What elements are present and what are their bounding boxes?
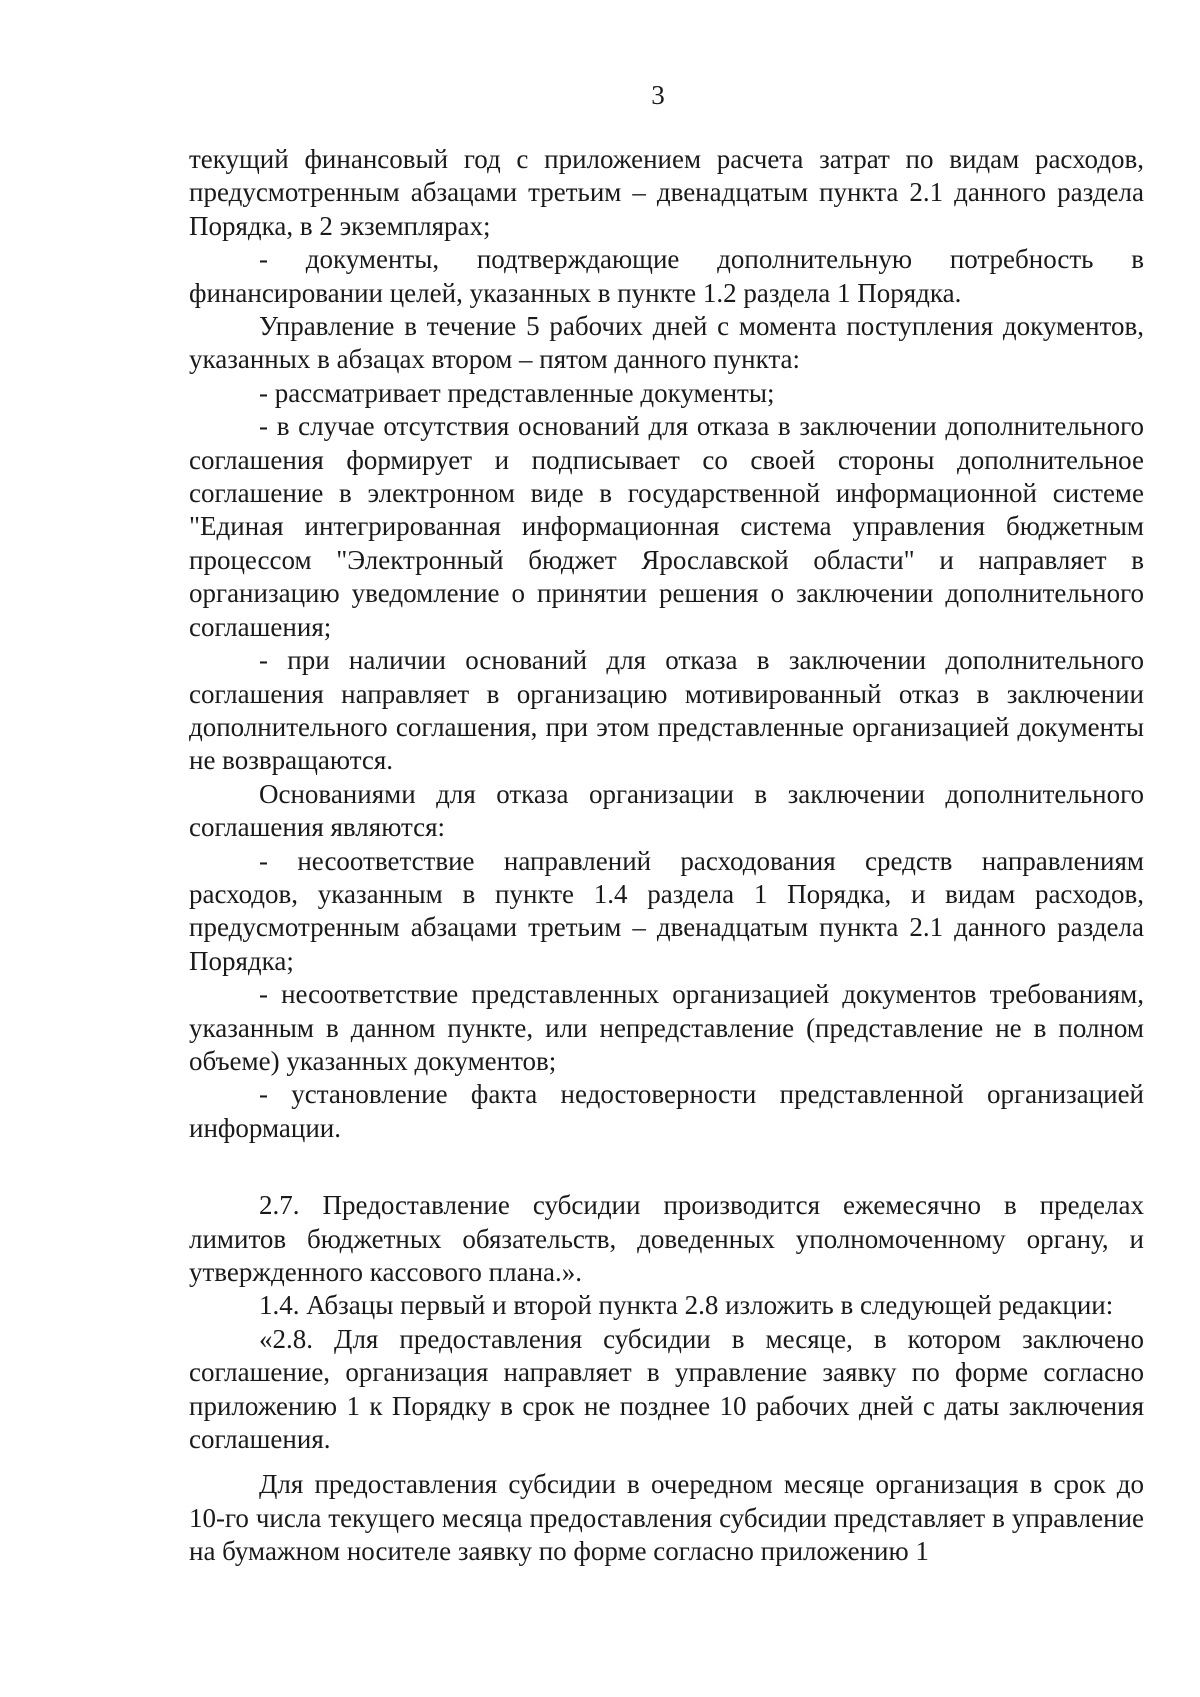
paragraph: - несоответствие представленных организацией документов требованиям, указанным в данном пункте, или непредставление (представление не в полном объеме) указанных документов; <box>189 979 1144 1076</box>
paragraph: Управление в течение 5 рабочих дней с момента поступления документов, указанных в абзацах втором – пятом данного пункта: <box>189 311 1144 375</box>
paragraph: - установление факта недостоверности представленной организацией информации. <box>189 1079 1144 1143</box>
paragraph: 1.4. Абзацы первый и второй пункта 2.8 изложить в следующей редакции: <box>259 1290 1114 1321</box>
paragraph: «2.8. Для предоставления субсидии в месяце, в котором заключено соглашение, организация направляет в управление заявку по форме согласно приложению 1 к Порядку в срок не позднее 10 рабочих дней с даты заключения соглашения. <box>189 1323 1144 1455</box>
paragraph: - рассматривает представленные документы; <box>259 377 775 408</box>
paragraph: - несоответствие направлений расходования средств направлениям расходов, указанным в пункте 1.4 раздела 1 Порядка, и видам расходов, предусмотренным абзацами третьим – двенадцатым пункта 2.1 данного раздела Порядка; <box>189 845 1144 976</box>
page-number: 3 <box>651 80 665 110</box>
paragraph: 2.7. Предоставление субсидии производится ежемесячно в пределах лимитов бюджетных обязательств, доведенных уполномоченному органу, и утвержденного кассового плана.». <box>189 1190 1144 1287</box>
paragraph: - в случае отсутствия оснований для отказа в заключении дополнительного соглашения формирует и подписывает со своей стороны дополнительное соглашение в электронном виде в государственной информационной системе "Единая интегрированная информационная система управления бюджетным процессом "Электронный бюджет Ярославской области" и направляет в организацию уведомление о принятии решения о заключении дополнительного соглашения; <box>189 411 1144 642</box>
paragraph: - документы, подтверждающие дополнительную потребность в финансировании целей, указанных в пункте 1.2 раздела 1 Порядка. <box>189 244 1144 308</box>
document-body <box>189 143 1144 1569</box>
paragraph: текущий финансовый год с приложением расчета затрат по видам расходов, предусмотренным абзацами третьим – двенадцатым пункта 2.1 данного раздела Порядка, в 2 экземплярах; <box>189 144 1144 241</box>
paragraph: Для предоставления субсидии в очередном месяце организация в срок до 10-го числа текущего месяца предоставления субсидии представляет в управление на бумажном носителе заявку по форме согласно приложению 1 <box>189 1469 1144 1567</box>
paragraph: - при наличии оснований для отказа в заключении дополнительного соглашения направляет в организацию мотивированный отказ в заключении дополнительного соглашения, при этом представленные организацией документы не возвращаются. <box>189 645 1144 776</box>
paragraph: Основаниями для отказа организации в заключении дополнительного соглашения являются: <box>189 778 1144 843</box>
